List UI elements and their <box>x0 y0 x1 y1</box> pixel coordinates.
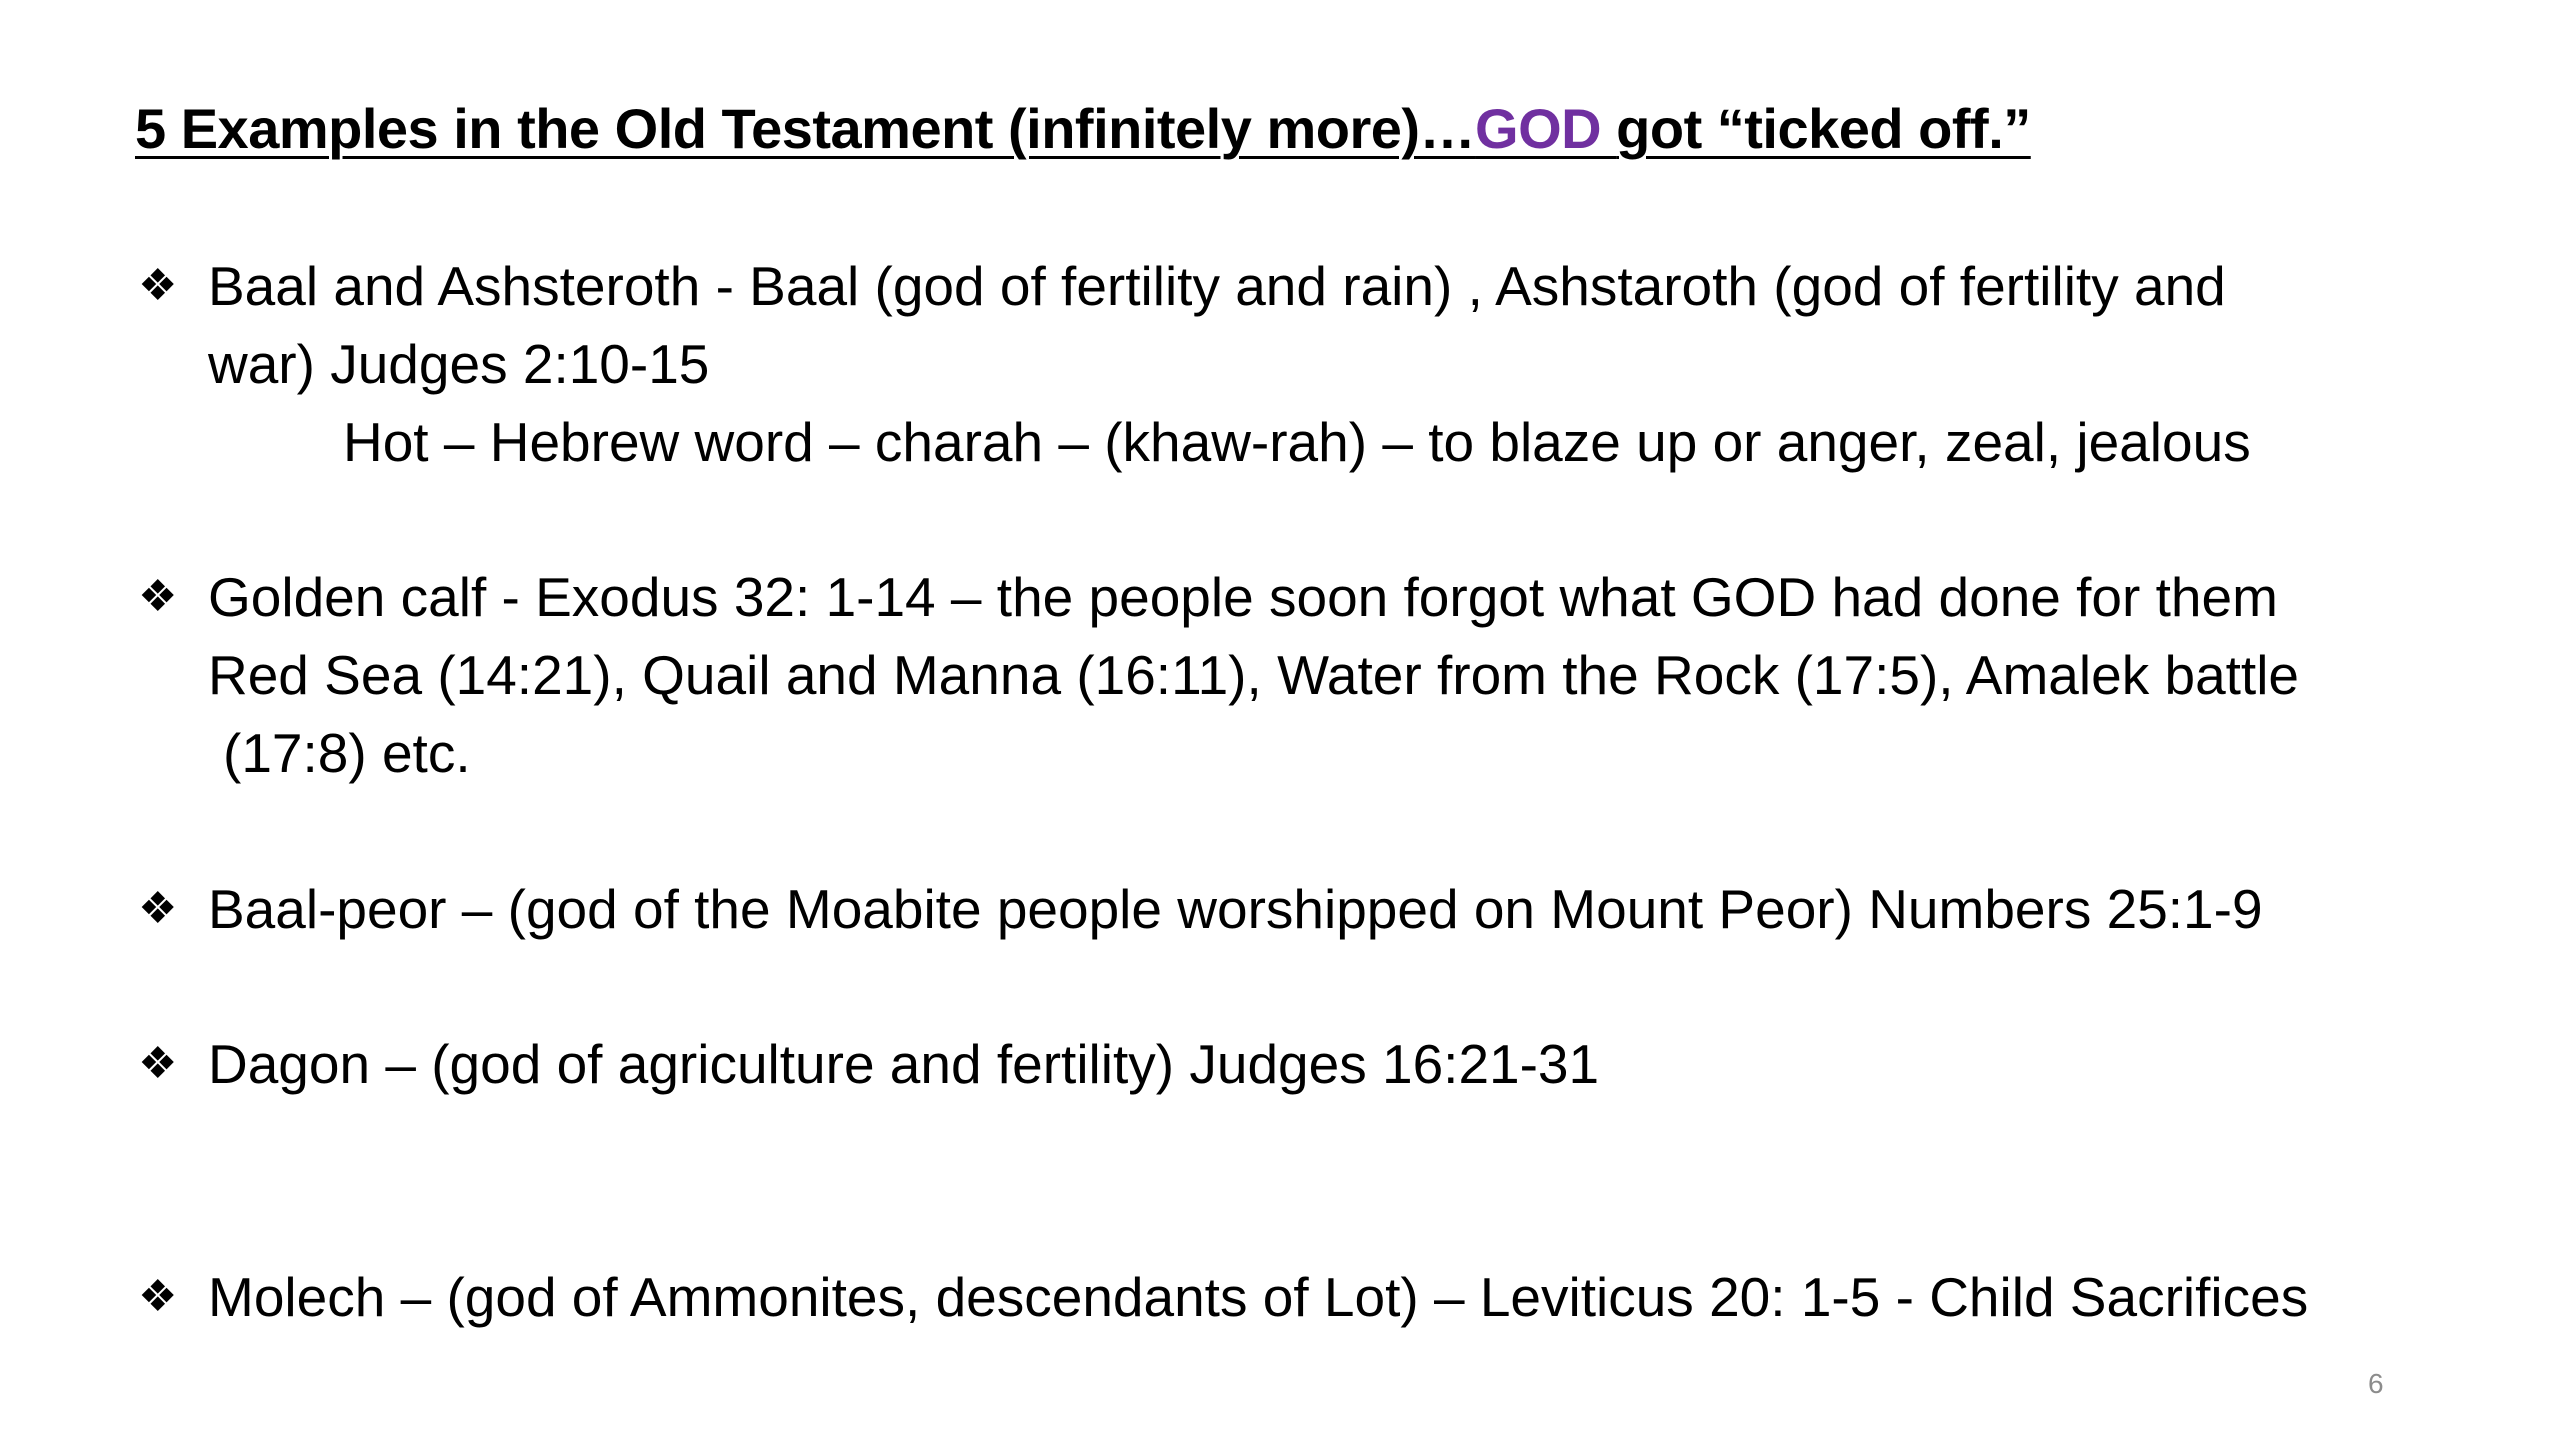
title-accent-god: GOD <box>1475 97 1617 160</box>
four-diamond-bullet-icon: ❖ <box>138 1272 178 1321</box>
bullet-line: Red Sea (14:21), Quail and Manna (16:11), Water from the Rock (17:5), Amalek battle <box>208 644 2300 706</box>
bullet-baal-ashsteroth <box>138 247 2251 481</box>
four-diamond-bullet-icon: ❖ <box>138 1039 178 1088</box>
bullet-dagon <box>138 1025 1599 1103</box>
bullet-baal-peor <box>138 870 2263 948</box>
bullet-golden-calf <box>138 558 2299 792</box>
bullet-line: Baal and Ashsteroth - Baal (god of fertility and rain) , Ashstaroth (god of fertility and <box>208 255 2226 317</box>
title-suffix: got “ticked off.” <box>1616 97 2031 160</box>
bullet-line: war) Judges 2:10-15 <box>208 333 710 395</box>
page-number: 6 <box>2368 1368 2384 1399</box>
bullet-molech <box>138 1258 2308 1336</box>
bullet-line: Molech – (god of Ammonites, descendants of Lot) – Leviticus 20: 1-5 - Child Sacrifices <box>208 1266 2309 1328</box>
bullet-line: Hot – Hebrew word – charah – (khaw-rah) – to blaze up or anger, zeal, jealous <box>343 411 2251 473</box>
title-prefix: 5 Examples in the Old Testament (infinitely more)… <box>135 97 1476 160</box>
bullet-line: (17:8) etc. <box>223 722 471 784</box>
slide-title <box>135 96 2031 161</box>
bullet-line: Dagon – (god of agriculture and fertility) Judges 16:21-31 <box>208 1033 1600 1095</box>
four-diamond-bullet-icon: ❖ <box>138 884 178 933</box>
bullet-line: Golden calf - Exodus 32: 1-14 – the people soon forgot what GOD had done for them <box>208 566 2278 628</box>
four-diamond-bullet-icon: ❖ <box>138 261 178 310</box>
four-diamond-bullet-icon: ❖ <box>138 572 178 621</box>
bullet-line: Baal-peor – (god of the Moabite people worshipped on Mount Peor) Numbers 25:1-9 <box>208 878 2263 940</box>
